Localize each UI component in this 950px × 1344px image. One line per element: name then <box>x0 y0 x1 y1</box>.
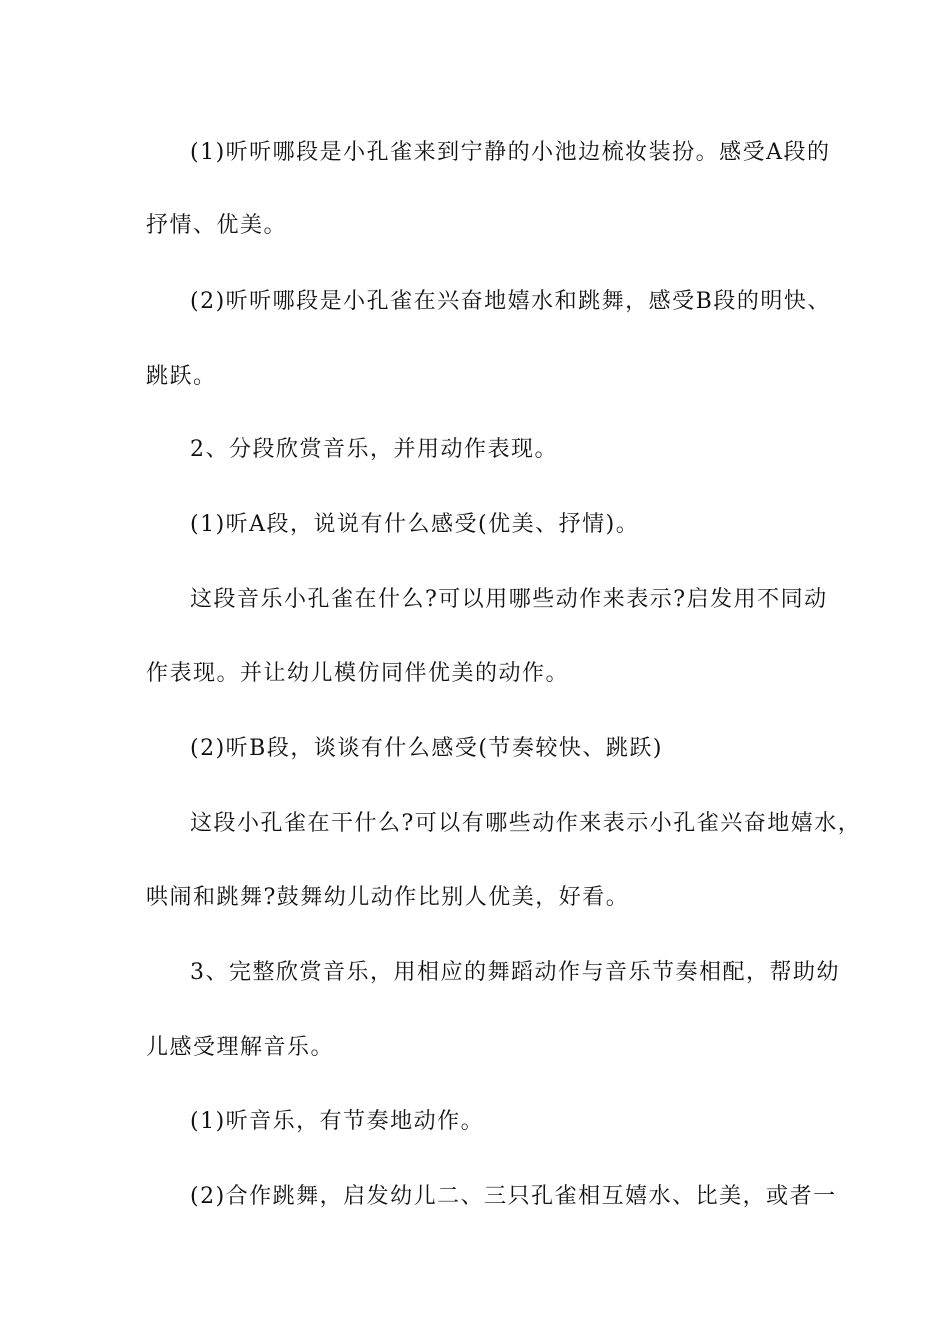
paragraph-line-13: 儿感受理解音乐。 <box>146 1035 335 1060</box>
paragraph-line-10: 这段小孔雀在干什么?可以有哪些动作来表示小孔雀兴奋地嬉水， <box>190 811 862 836</box>
paragraph-line-1: (1)听听哪段是小孔雀来到宁静的小池边梳妆装扮。感受A段的 <box>190 140 831 165</box>
paragraph-line-2: 抒情、优美。 <box>146 213 288 238</box>
paragraph-line-14: (1)听音乐，有节奏地动作。 <box>190 1109 485 1134</box>
paragraph-line-7: 这段音乐小孔雀在什么?可以用哪些动作来表示?启发用不同动 <box>190 587 828 612</box>
paragraph-line-6: (1)听A段，说说有什么感受(优美、抒情)。 <box>190 512 640 537</box>
paragraph-line-11: 哄闹和跳舞?鼓舞幼儿动作比别人优美，好看。 <box>146 885 630 910</box>
paragraph-line-15: (2)合作跳舞，启发幼儿二、三只孔雀相互嬉水、比美，或者一 <box>190 1184 837 1209</box>
paragraph-line-9: (2)听B段，谈谈有什么感受(节奏较快、跳跃) <box>190 736 663 761</box>
paragraph-line-3: (2)听听哪段是小孔雀在兴奋地嬉水和跳舞，感受B段的明快、 <box>190 289 831 314</box>
paragraph-line-8: 作表现。并让幼儿模仿同伴优美的动作。 <box>146 661 570 686</box>
section-heading-3: 3、完整欣赏音乐，用相应的舞蹈动作与音乐节奏相配，帮助幼 <box>190 960 840 985</box>
paragraph-line-4: 跳跃。 <box>146 364 217 389</box>
section-heading-2: 2、分段欣赏音乐，并用动作表现。 <box>190 437 558 462</box>
